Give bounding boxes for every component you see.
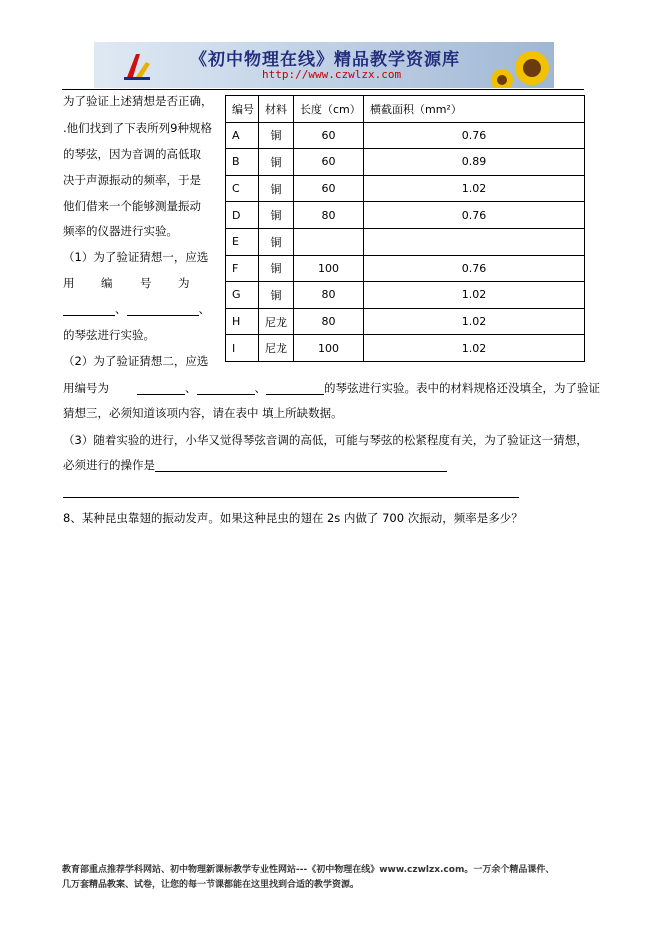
table-header: 材料 xyxy=(259,96,294,123)
text-segment: 的琴弦进行实验。表中的材料规格还没填全，为了验证 xyxy=(324,381,600,395)
table-cell: 1.02 xyxy=(364,335,585,362)
table-cell: 铜 xyxy=(259,122,294,149)
table-cell: 0.76 xyxy=(364,255,585,282)
separator: 、 xyxy=(115,302,127,316)
table-cell-empty[interactable] xyxy=(294,228,364,255)
separator: 、 xyxy=(198,302,210,316)
table-cell: 铜 xyxy=(259,282,294,309)
header-banner xyxy=(94,42,554,88)
text-word: 用 xyxy=(63,276,75,290)
banner-title: 《初中物理在线》精品教学资源库 xyxy=(190,50,460,70)
footer xyxy=(62,863,602,893)
table-row xyxy=(226,335,585,362)
table-cell: A xyxy=(226,122,259,149)
table-cell: 0.76 xyxy=(364,122,585,149)
table-cell: 100 xyxy=(294,255,364,282)
header-rule xyxy=(62,89,584,90)
text-segment: 必须进行的操作是 xyxy=(63,458,155,472)
question-2: （2）为了验证猜想二，应选 xyxy=(63,354,209,368)
table-header: 编号 xyxy=(226,96,259,123)
text-line: 的琴弦，因为音调的高低取 xyxy=(63,147,201,161)
table-row xyxy=(226,255,585,282)
table-cell: 0.89 xyxy=(364,149,585,176)
table-cell: 铜 xyxy=(259,202,294,229)
table-row xyxy=(226,175,585,202)
sunflower-image xyxy=(484,42,554,88)
table-cell: C xyxy=(226,175,259,202)
table-row xyxy=(226,282,585,309)
table-cell: 60 xyxy=(294,122,364,149)
table-cell: 80 xyxy=(294,282,364,309)
table-cell: 0.76 xyxy=(364,202,585,229)
text-line: 决于声源振动的频率，于是 xyxy=(63,173,201,187)
text-segment: 用编号为 xyxy=(63,381,109,395)
text-line: 频率的仪器进行实验。 xyxy=(63,224,178,238)
text-line: 他们借来一个能够测量振动 xyxy=(63,199,201,213)
footer-line: 教育部重点推荐学科网站、初中物理新课标教学专业性网站---《初中物理在线》www.czwlzx.com。一万余个精品课件、 xyxy=(62,865,555,875)
table-cell: F xyxy=(226,255,259,282)
table-header: 横截面积（mm²） xyxy=(364,96,585,123)
table-row xyxy=(226,228,585,255)
answer-blank[interactable] xyxy=(266,383,324,395)
table-cell: 铜 xyxy=(259,255,294,282)
table-cell: 尼龙 xyxy=(259,335,294,362)
site-logo-icon xyxy=(122,52,152,82)
table-cell: 1.02 xyxy=(364,308,585,335)
table-cell: 1.02 xyxy=(364,282,585,309)
table-cell-empty[interactable] xyxy=(364,228,585,255)
answer-blank[interactable] xyxy=(155,460,447,472)
text-line: .他们找到了下表所列9种规格 xyxy=(63,121,212,135)
table-cell: B xyxy=(226,149,259,176)
question-1: （1）为了验证猜想一，应选 xyxy=(63,250,209,264)
table-cell: 60 xyxy=(294,149,364,176)
table-cell: H xyxy=(226,308,259,335)
table-header-row xyxy=(226,96,585,123)
table-cell: 尼龙 xyxy=(259,308,294,335)
table-cell: 60 xyxy=(294,175,364,202)
text-line: 的琴弦进行实验。 xyxy=(63,328,155,342)
answer-blank[interactable] xyxy=(127,304,199,316)
table-row xyxy=(226,308,585,335)
table-row xyxy=(226,122,585,149)
question-3: （3）随着实验的进行，小华又觉得琴弦音调的高低，可能与琴弦的松紧程度有关，为了验证这一猜想， xyxy=(63,433,588,447)
answer-blank[interactable] xyxy=(63,304,115,316)
text-word: 编 xyxy=(101,276,113,290)
table-cell: I xyxy=(226,335,259,362)
table-cell: 1.02 xyxy=(364,175,585,202)
table-row xyxy=(226,149,585,176)
question-8: 8、某种昆虫靠翅的振动发声。如果这种昆虫的翅在 2s 内做了 700 次振动，频率是多少？ xyxy=(63,511,523,525)
table-cell: 铜 xyxy=(259,149,294,176)
answer-blank[interactable] xyxy=(197,383,255,395)
table-cell: G xyxy=(226,282,259,309)
text-word: 号 xyxy=(140,276,152,290)
text-word: 为 xyxy=(178,276,190,290)
table-cell: D xyxy=(226,202,259,229)
table-cell: 80 xyxy=(294,308,364,335)
separator: 、 xyxy=(254,381,266,395)
table-row xyxy=(226,202,585,229)
table-cell: 铜 xyxy=(259,175,294,202)
string-spec-table xyxy=(225,95,585,362)
table-header: 长度（cm） xyxy=(294,96,364,123)
table-cell: 80 xyxy=(294,202,364,229)
text-line: 为了验证上述猜想是否正确， xyxy=(63,94,213,108)
separator: 、 xyxy=(185,381,197,395)
answer-blank[interactable] xyxy=(137,383,185,395)
footer-line: 几万套精品教案、试卷，让您的每一节课都能在这里找到合适的教学资源。 xyxy=(62,880,360,890)
answer-line[interactable] xyxy=(63,497,519,498)
banner-url: http://www.czwlzx.com xyxy=(262,68,402,81)
text-line: 猜想三，必须知道该项内容，请在表中 填上所缺数据。 xyxy=(63,406,343,420)
table-cell: 铜 xyxy=(259,228,294,255)
table-cell: E xyxy=(226,228,259,255)
table-cell: 100 xyxy=(294,335,364,362)
